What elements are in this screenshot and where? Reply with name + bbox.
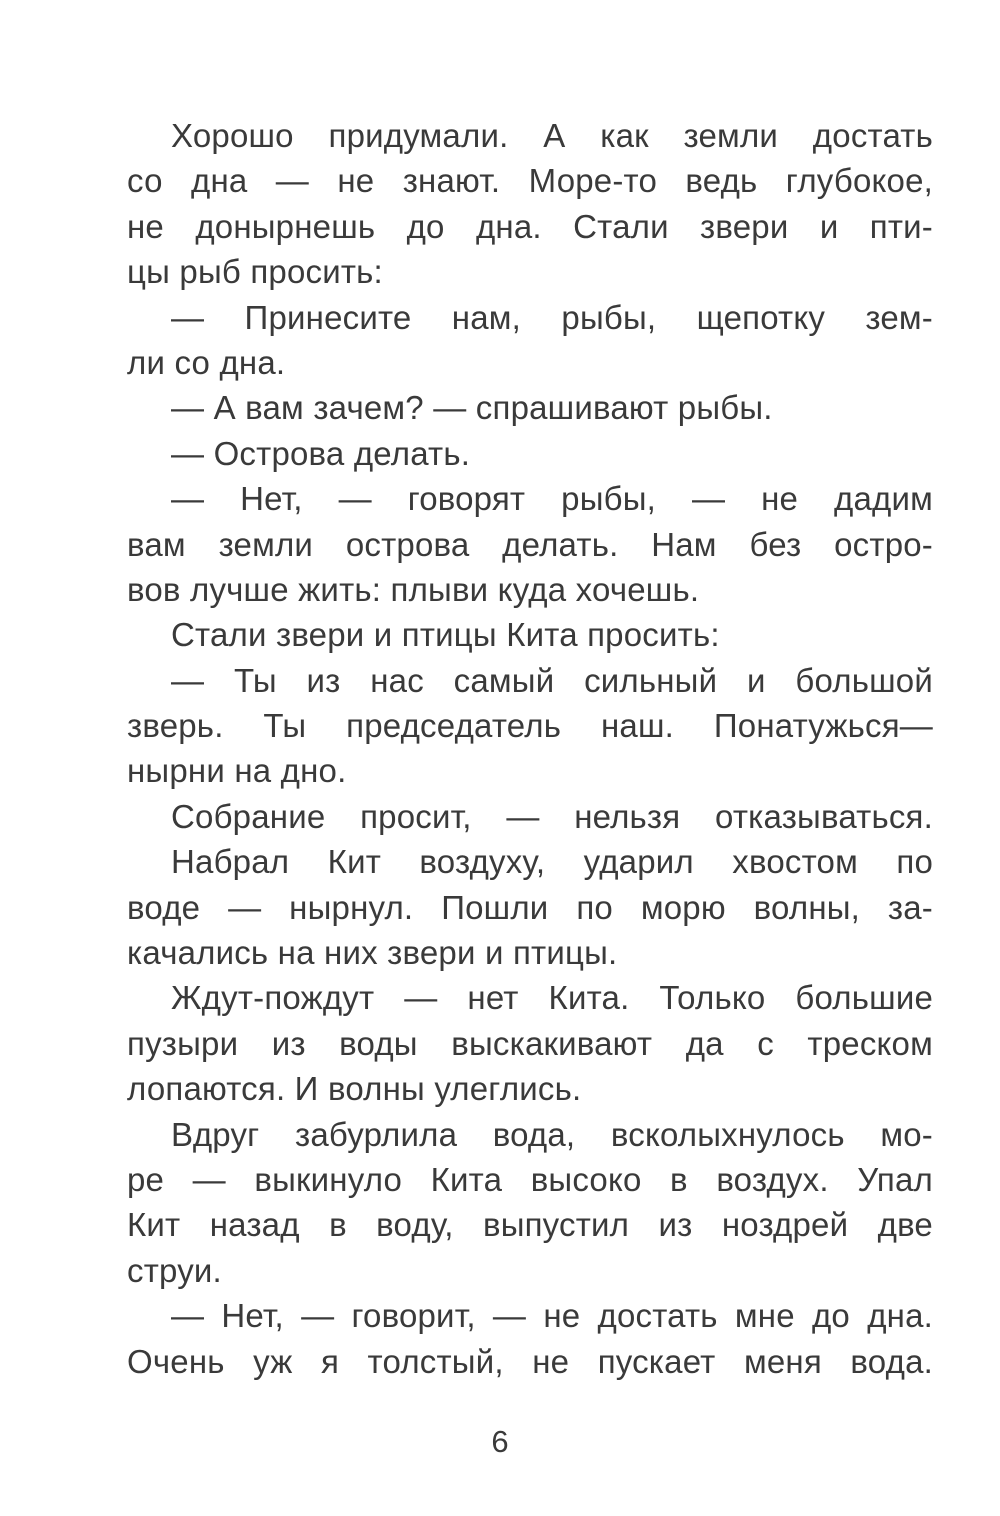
text-line: Стали звери и птицы Кита просить: — [171, 616, 720, 654]
text-line: — Острова делать. — [171, 434, 471, 472]
text-line: — Ты из нас самый сильный и большой — [171, 661, 933, 699]
text-line: качались на них звери и птицы. — [127, 934, 618, 972]
text-line: — Принесите нам, рыбы, щепотку зем- — [171, 298, 933, 336]
text-line: не донырнешь до дна. Стали звери и пти- — [127, 207, 933, 245]
text-line: пузыри из воды выскакивают да с треском — [127, 1024, 933, 1062]
text-line: ли со дна. — [127, 343, 286, 381]
text-line: вам земли острова делать. Нам без остро- — [127, 525, 933, 563]
text-line: зверь. Ты председатель наш. Понатужься— — [127, 707, 933, 745]
text-line: Вдруг забурлила вода, всколыхнулось мо- — [171, 1115, 933, 1153]
text-line: ре — выкинуло Кита высоко в воздух. Упал — [127, 1160, 933, 1198]
text-line: цы рыб просить: — [127, 253, 383, 291]
text-line: — А вам зачем? — спрашивают рыбы. — [171, 389, 773, 427]
text-line: нырни на дно. — [127, 752, 347, 790]
text-line: — Нет, — говорит, — не достать мне до дна. — [171, 1297, 933, 1335]
text-line: вов лучше жить: плыви куда хочешь. — [127, 570, 700, 608]
text-line: Хорошо придумали. А как земли достать — [171, 117, 933, 154]
text-line: лопаются. И волны улеглись. — [127, 1070, 582, 1108]
text-line: Ждут-пождут — нет Кита. Только большие — [171, 979, 933, 1017]
text-line: струи. — [127, 1251, 222, 1289]
text-line: Очень уж я толстый, не пускает меня вода. — [127, 1342, 933, 1380]
text-line: Набрал Кит воздуху, ударил хвостом по — [171, 843, 933, 881]
text-line: — Нет, — говорят рыбы, — не дадим — [171, 480, 933, 518]
page-number: 6 — [491, 1424, 509, 1459]
text-line: со дна — не знают. Море-то ведь глубокое, — [127, 162, 933, 200]
text-line: воде — нырнул. Пошли по морю волны, за- — [127, 888, 933, 926]
body-text — [127, 113, 933, 1384]
text-line: Кит назад в воду, выпустил из ноздрей две — [127, 1206, 933, 1244]
text-line: Собрание просит, — нельзя отказываться. — [171, 797, 933, 835]
